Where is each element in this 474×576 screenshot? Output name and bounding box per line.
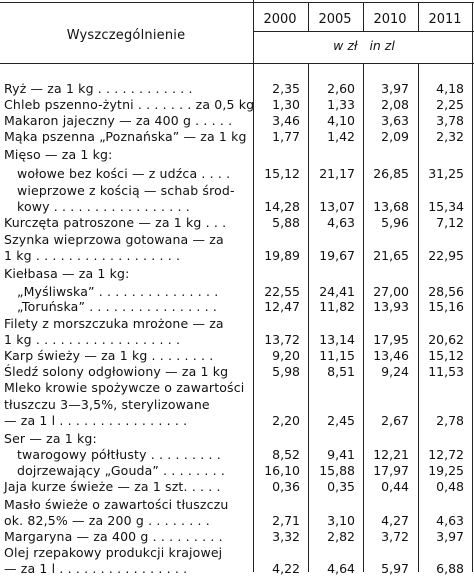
header-year-2011: 2011 bbox=[428, 12, 462, 27]
cell-2011: 2,25 bbox=[436, 97, 464, 112]
row-label: Olej rzepakowy produkcji krajowej bbox=[4, 545, 223, 560]
cell-2011: 3,97 bbox=[436, 529, 464, 544]
cell-2010: 4,27 bbox=[381, 513, 409, 528]
cell-2005: 19,67 bbox=[319, 248, 355, 263]
row-label: — za 1 l . . . . . . . . . . . . . . . . bbox=[4, 413, 188, 428]
row-label: „Toruńska” . . . . . . . . . . . . . . . . bbox=[17, 299, 218, 314]
cell-2010: 26,85 bbox=[373, 166, 409, 181]
unit-pl: w zł bbox=[333, 38, 358, 53]
cell-2010: 21,65 bbox=[373, 248, 409, 263]
row-label: Mięso — za 1 kg: bbox=[4, 147, 113, 162]
cell-2000: 14,28 bbox=[264, 199, 300, 214]
cell-2011: 0,48 bbox=[436, 479, 464, 494]
cell-2005: 11,15 bbox=[319, 348, 355, 363]
table-row bbox=[0, 81, 474, 96]
cell-2000: 3,46 bbox=[272, 113, 300, 128]
cell-2005: 15,88 bbox=[319, 463, 355, 478]
table-row bbox=[0, 147, 474, 162]
cell-2000: 12,47 bbox=[264, 299, 300, 314]
cell-2010: 17,97 bbox=[373, 463, 409, 478]
top-rule bbox=[0, 2, 474, 3]
cell-2000: 2,20 bbox=[272, 413, 300, 428]
cell-2005: 0,35 bbox=[327, 479, 355, 494]
row-label: Ser — za 1 kg: bbox=[4, 431, 97, 446]
table-row bbox=[0, 431, 474, 446]
row-label: — za 1 l . . . . . . . . . . . . . . . . bbox=[4, 561, 188, 576]
cell-2011: 15,34 bbox=[428, 199, 464, 214]
row-label: Śledź solony odgłowiony — za 1 kg bbox=[4, 364, 229, 379]
cell-2005: 2,60 bbox=[327, 81, 355, 96]
cell-2000: 13,72 bbox=[264, 332, 300, 347]
header-year-2005: 2005 bbox=[318, 12, 352, 27]
table-row bbox=[0, 113, 474, 128]
col-divider-4-top bbox=[418, 2, 419, 31]
cell-2000: 4,22 bbox=[272, 561, 300, 576]
cell-2010: 9,24 bbox=[381, 364, 409, 379]
cell-2011: 6,88 bbox=[436, 561, 464, 576]
cell-2010: 17,95 bbox=[373, 332, 409, 347]
cell-2010: 5,96 bbox=[381, 215, 409, 230]
row-label: 1 kg . . . . . . . . . . . . . . . . . . bbox=[4, 332, 181, 347]
cell-2011: 12,72 bbox=[428, 447, 464, 462]
row-label: Mleko krowie spożywcze o zawartości bbox=[4, 380, 245, 395]
cell-2000: 22,55 bbox=[264, 284, 300, 299]
cell-2000: 15,12 bbox=[264, 166, 300, 181]
cell-2000: 2,35 bbox=[272, 81, 300, 96]
cell-2010: 2,67 bbox=[381, 413, 409, 428]
unit-en: in zl bbox=[369, 38, 395, 53]
table-row bbox=[0, 397, 474, 412]
cell-2000: 19,89 bbox=[264, 248, 300, 263]
cell-2011: 2,32 bbox=[436, 129, 464, 144]
cell-2000: 8,52 bbox=[272, 447, 300, 462]
row-label: Mąka pszenna „Poznańska” — za 1 kg bbox=[4, 129, 247, 144]
table-row bbox=[0, 266, 474, 281]
row-label: Makaron jajeczny — za 400 g . . . . . bbox=[4, 113, 233, 128]
table-row bbox=[0, 284, 474, 299]
cell-2010: 27,00 bbox=[373, 284, 409, 299]
table-row bbox=[0, 183, 474, 198]
cell-2011: 3,78 bbox=[436, 113, 464, 128]
col-divider-3-top bbox=[363, 2, 364, 31]
row-label: 1 kg . . . . . . . . . . . . . . . . . . bbox=[4, 248, 181, 263]
cell-2005: 4,10 bbox=[327, 113, 355, 128]
row-label: dojrzewający „Gouda” . . . . . . . . bbox=[17, 463, 226, 478]
row-label: kowy . . . . . . . . . . . . . . . . . bbox=[17, 199, 190, 214]
cell-2005: 3,10 bbox=[327, 513, 355, 528]
cell-2011: 15,12 bbox=[428, 348, 464, 363]
cell-2010: 12,21 bbox=[373, 447, 409, 462]
cell-2011: 15,16 bbox=[428, 299, 464, 314]
cell-2000: 9,20 bbox=[272, 348, 300, 363]
cell-2000: 5,98 bbox=[272, 364, 300, 379]
table-row bbox=[0, 215, 474, 230]
cell-2005: 13,14 bbox=[319, 332, 355, 347]
table-row bbox=[0, 561, 474, 576]
cell-2005: 4,64 bbox=[327, 561, 355, 576]
table-row bbox=[0, 479, 474, 494]
cell-2011: 19,25 bbox=[428, 463, 464, 478]
cell-2010: 5,97 bbox=[381, 561, 409, 576]
cell-2000: 2,71 bbox=[272, 513, 300, 528]
table-row bbox=[0, 248, 474, 263]
table-row bbox=[0, 364, 474, 379]
cell-2011: 28,56 bbox=[428, 284, 464, 299]
table-row bbox=[0, 232, 474, 247]
row-label: twarogowy półtłusty . . . . . . . . . bbox=[17, 447, 221, 462]
cell-2000: 0,36 bbox=[272, 479, 300, 494]
row-label: ok. 82,5% — za 200 g . . . . . . . . bbox=[4, 513, 210, 528]
cell-2011: 2,78 bbox=[436, 413, 464, 428]
cell-2011: 7,12 bbox=[436, 215, 464, 230]
row-label: Jaja kurze świeże — za 1 szt. . . . . bbox=[4, 479, 221, 494]
cell-2000: 5,88 bbox=[272, 215, 300, 230]
cell-2011: 31,25 bbox=[428, 166, 464, 181]
cell-2005: 8,51 bbox=[327, 364, 355, 379]
cell-2010: 13,93 bbox=[373, 299, 409, 314]
cell-2011: 22,95 bbox=[428, 248, 464, 263]
table-row bbox=[0, 529, 474, 544]
table-row bbox=[0, 447, 474, 462]
table-row bbox=[0, 545, 474, 560]
year-rule bbox=[253, 31, 474, 32]
row-label: tłuszczu 3—3,5%, sterylizowane bbox=[4, 397, 210, 412]
cell-2005: 1,42 bbox=[327, 129, 355, 144]
cell-2005: 4,63 bbox=[327, 215, 355, 230]
cell-2005: 11,82 bbox=[319, 299, 355, 314]
cell-2005: 2,82 bbox=[327, 529, 355, 544]
row-label: Kiełbasa — za 1 kg: bbox=[4, 266, 130, 281]
unit-label bbox=[254, 38, 474, 53]
cell-2005: 9,41 bbox=[327, 447, 355, 462]
cell-2005: 2,45 bbox=[327, 413, 355, 428]
cell-2000: 16,10 bbox=[264, 463, 300, 478]
table-row bbox=[0, 332, 474, 347]
row-label: Kurczęta patroszone — za 1 kg . . . bbox=[4, 215, 227, 230]
row-label: Margaryna — za 400 g . . . . . . . . . bbox=[4, 529, 223, 544]
row-label: Ryż — za 1 kg . . . . . . . . . . . . bbox=[4, 81, 193, 96]
cell-2010: 2,09 bbox=[381, 129, 409, 144]
cell-2010: 3,63 bbox=[381, 113, 409, 128]
cell-2011: 11,53 bbox=[428, 364, 464, 379]
cell-2010: 13,46 bbox=[373, 348, 409, 363]
table-row bbox=[0, 413, 474, 428]
table-row bbox=[0, 129, 474, 144]
cell-2000: 3,32 bbox=[272, 529, 300, 544]
cell-2000: 1,30 bbox=[272, 97, 300, 112]
cell-2000: 1,77 bbox=[272, 129, 300, 144]
row-label: wołowe bez kości — z udźca . . . . bbox=[17, 166, 231, 181]
row-label: Filety z morszczuka mrożone — za bbox=[4, 316, 224, 331]
cell-2011: 4,18 bbox=[436, 81, 464, 96]
table-row bbox=[0, 166, 474, 181]
cell-2011: 20,62 bbox=[428, 332, 464, 347]
row-label: „Myśliwska” . . . . . . . . . . . . . . . bbox=[17, 284, 219, 299]
col-divider-2-top bbox=[308, 2, 309, 31]
row-label: Masło świeże o zawartości tłuszczu bbox=[4, 497, 229, 512]
cell-2005: 21,17 bbox=[319, 166, 355, 181]
row-label: Szynka wieprzowa gotowana — za bbox=[4, 232, 224, 247]
row-label: Chleb pszenno-żytni . . . . . . . za 0,5 kg bbox=[4, 97, 255, 112]
row-label: Karp świeży — za 1 kg . . . . . . . . bbox=[4, 348, 214, 363]
cell-2010: 3,72 bbox=[381, 529, 409, 544]
cell-2010: 13,68 bbox=[373, 199, 409, 214]
table-row bbox=[0, 299, 474, 314]
table-row bbox=[0, 199, 474, 214]
cell-2010: 3,97 bbox=[381, 81, 409, 96]
table-row bbox=[0, 463, 474, 478]
cell-2005: 1,33 bbox=[327, 97, 355, 112]
cell-2010: 0,44 bbox=[381, 479, 409, 494]
cell-2010: 2,08 bbox=[381, 97, 409, 112]
table-row bbox=[0, 513, 474, 528]
row-label: wieprzowe z kością — schab środ- bbox=[17, 183, 235, 198]
table-row bbox=[0, 97, 474, 112]
table-row bbox=[0, 348, 474, 363]
cell-2011: 4,63 bbox=[436, 513, 464, 528]
cell-2005: 13,07 bbox=[319, 199, 355, 214]
cell-2005: 24,41 bbox=[319, 284, 355, 299]
header-bottom-rule bbox=[0, 63, 474, 64]
header-year-2010: 2010 bbox=[373, 12, 407, 27]
table-row bbox=[0, 316, 474, 331]
header-label: Wyszczególnienie bbox=[66, 28, 186, 43]
header-year-2000: 2000 bbox=[263, 12, 297, 27]
table-row bbox=[0, 380, 474, 395]
table-row bbox=[0, 497, 474, 512]
